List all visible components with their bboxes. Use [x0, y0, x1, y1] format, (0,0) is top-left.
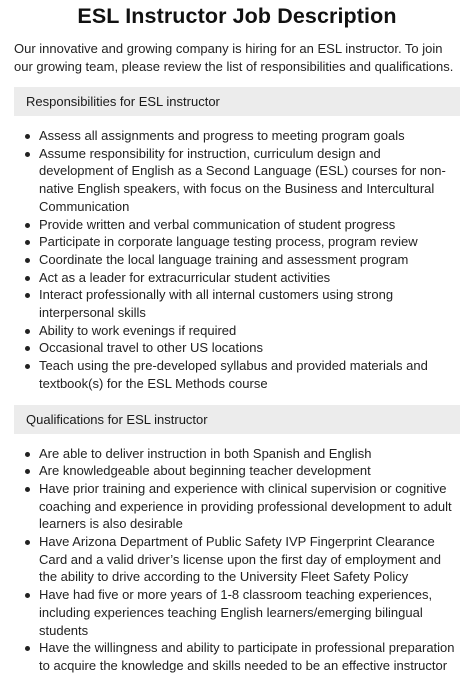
bullet-icon — [25, 487, 30, 492]
list-item-text: Have had five or more years of 1-8 classroom teaching experiences, including experiences teaching English learners/emerging bilingual students — [39, 587, 433, 638]
list-item-text: Coordinate the local language training and assessment program — [39, 251, 409, 267]
section-qualifications — [14, 405, 460, 675]
bullet-icon — [25, 540, 30, 545]
responsibilities-list — [14, 127, 460, 393]
list-item-text: Have Arizona Department of Public Safety IVP Fingerprint Clearance Card and a valid driver’s license upon the first day of employment and the ability to drive according to the University Fleet Safety Policy — [39, 534, 442, 585]
bullet-icon — [25, 469, 30, 474]
intro-paragraph: Our innovative and growing company is hiring for an ESL instructor. To join our growing team, please review the list of responsibilities and qualifications. — [14, 41, 454, 74]
bullet-icon — [25, 223, 30, 228]
page-title: ESL Instructor Job Description — [77, 4, 397, 28]
bullet-icon — [25, 293, 30, 298]
list-item-text: Interact professionally with all internal customers using strong interpersonal skills — [39, 287, 394, 321]
bullet-icon — [25, 152, 30, 157]
bullet-icon — [25, 240, 30, 245]
list-item — [39, 462, 460, 480]
list-item — [39, 286, 460, 321]
list-item — [39, 445, 460, 463]
list-item-text: Teach using the pre-developed syllabus and provided materials and textbook(s) for the ESL Methods course — [39, 358, 428, 391]
list-item — [39, 339, 460, 357]
list-item — [39, 127, 460, 145]
list-item-text: Are knowledgeable about beginning teacher development — [39, 463, 371, 479]
bullet-icon — [25, 452, 30, 457]
list-item-text: Assume responsibility for instruction, curriculum design and development of English as a Second Language (ESL) courses for non-native English speakers, with focus on the Business and Intercultural Communication — [39, 145, 446, 214]
list-item-text: Act as a leader for extracurricular student activities — [39, 269, 331, 285]
qualifications-list — [14, 445, 460, 675]
list-item — [39, 357, 460, 392]
list-item — [39, 145, 460, 216]
bullet-icon — [25, 346, 30, 351]
list-item — [39, 639, 460, 674]
list-item — [39, 586, 460, 639]
bullet-icon — [25, 258, 30, 263]
list-item — [39, 480, 460, 533]
list-item — [39, 251, 460, 269]
list-item — [39, 216, 460, 234]
list-item-text: Have prior training and experience with clinical supervision or cognitive coaching and experience in providing professional development to adult learners is also desirable — [39, 480, 452, 532]
list-item — [39, 533, 460, 586]
bullet-icon — [25, 364, 30, 369]
section-responsibilities — [14, 87, 460, 393]
list-item-text: Are able to deliver instruction in both Spanish and English — [39, 445, 372, 461]
list-item-text: Provide written and verbal communication of student progress — [39, 216, 396, 232]
bullet-icon — [25, 276, 30, 281]
bullet-icon — [25, 646, 30, 651]
qualifications-header: Qualifications for ESL instructor — [14, 405, 460, 434]
responsibilities-header: Responsibilities for ESL instructor — [14, 87, 460, 116]
bullet-icon — [25, 134, 30, 139]
list-item-text: Occasional travel to other US locations — [39, 340, 263, 356]
bullet-icon — [25, 329, 30, 334]
list-item — [39, 233, 460, 251]
bullet-icon — [25, 593, 30, 598]
list-item-text: Have the willingness and ability to participate in professional preparation to acquire the knowledge and skills needed to be an effective instructor — [39, 640, 455, 673]
list-item — [39, 322, 460, 340]
list-item — [39, 269, 460, 287]
list-item-text: Participate in corporate language testing process, program review — [39, 234, 418, 250]
list-item-text: Ability to work evenings if required — [39, 322, 237, 338]
list-item-text: Assess all assignments and progress to meeting program goals — [39, 128, 405, 143]
